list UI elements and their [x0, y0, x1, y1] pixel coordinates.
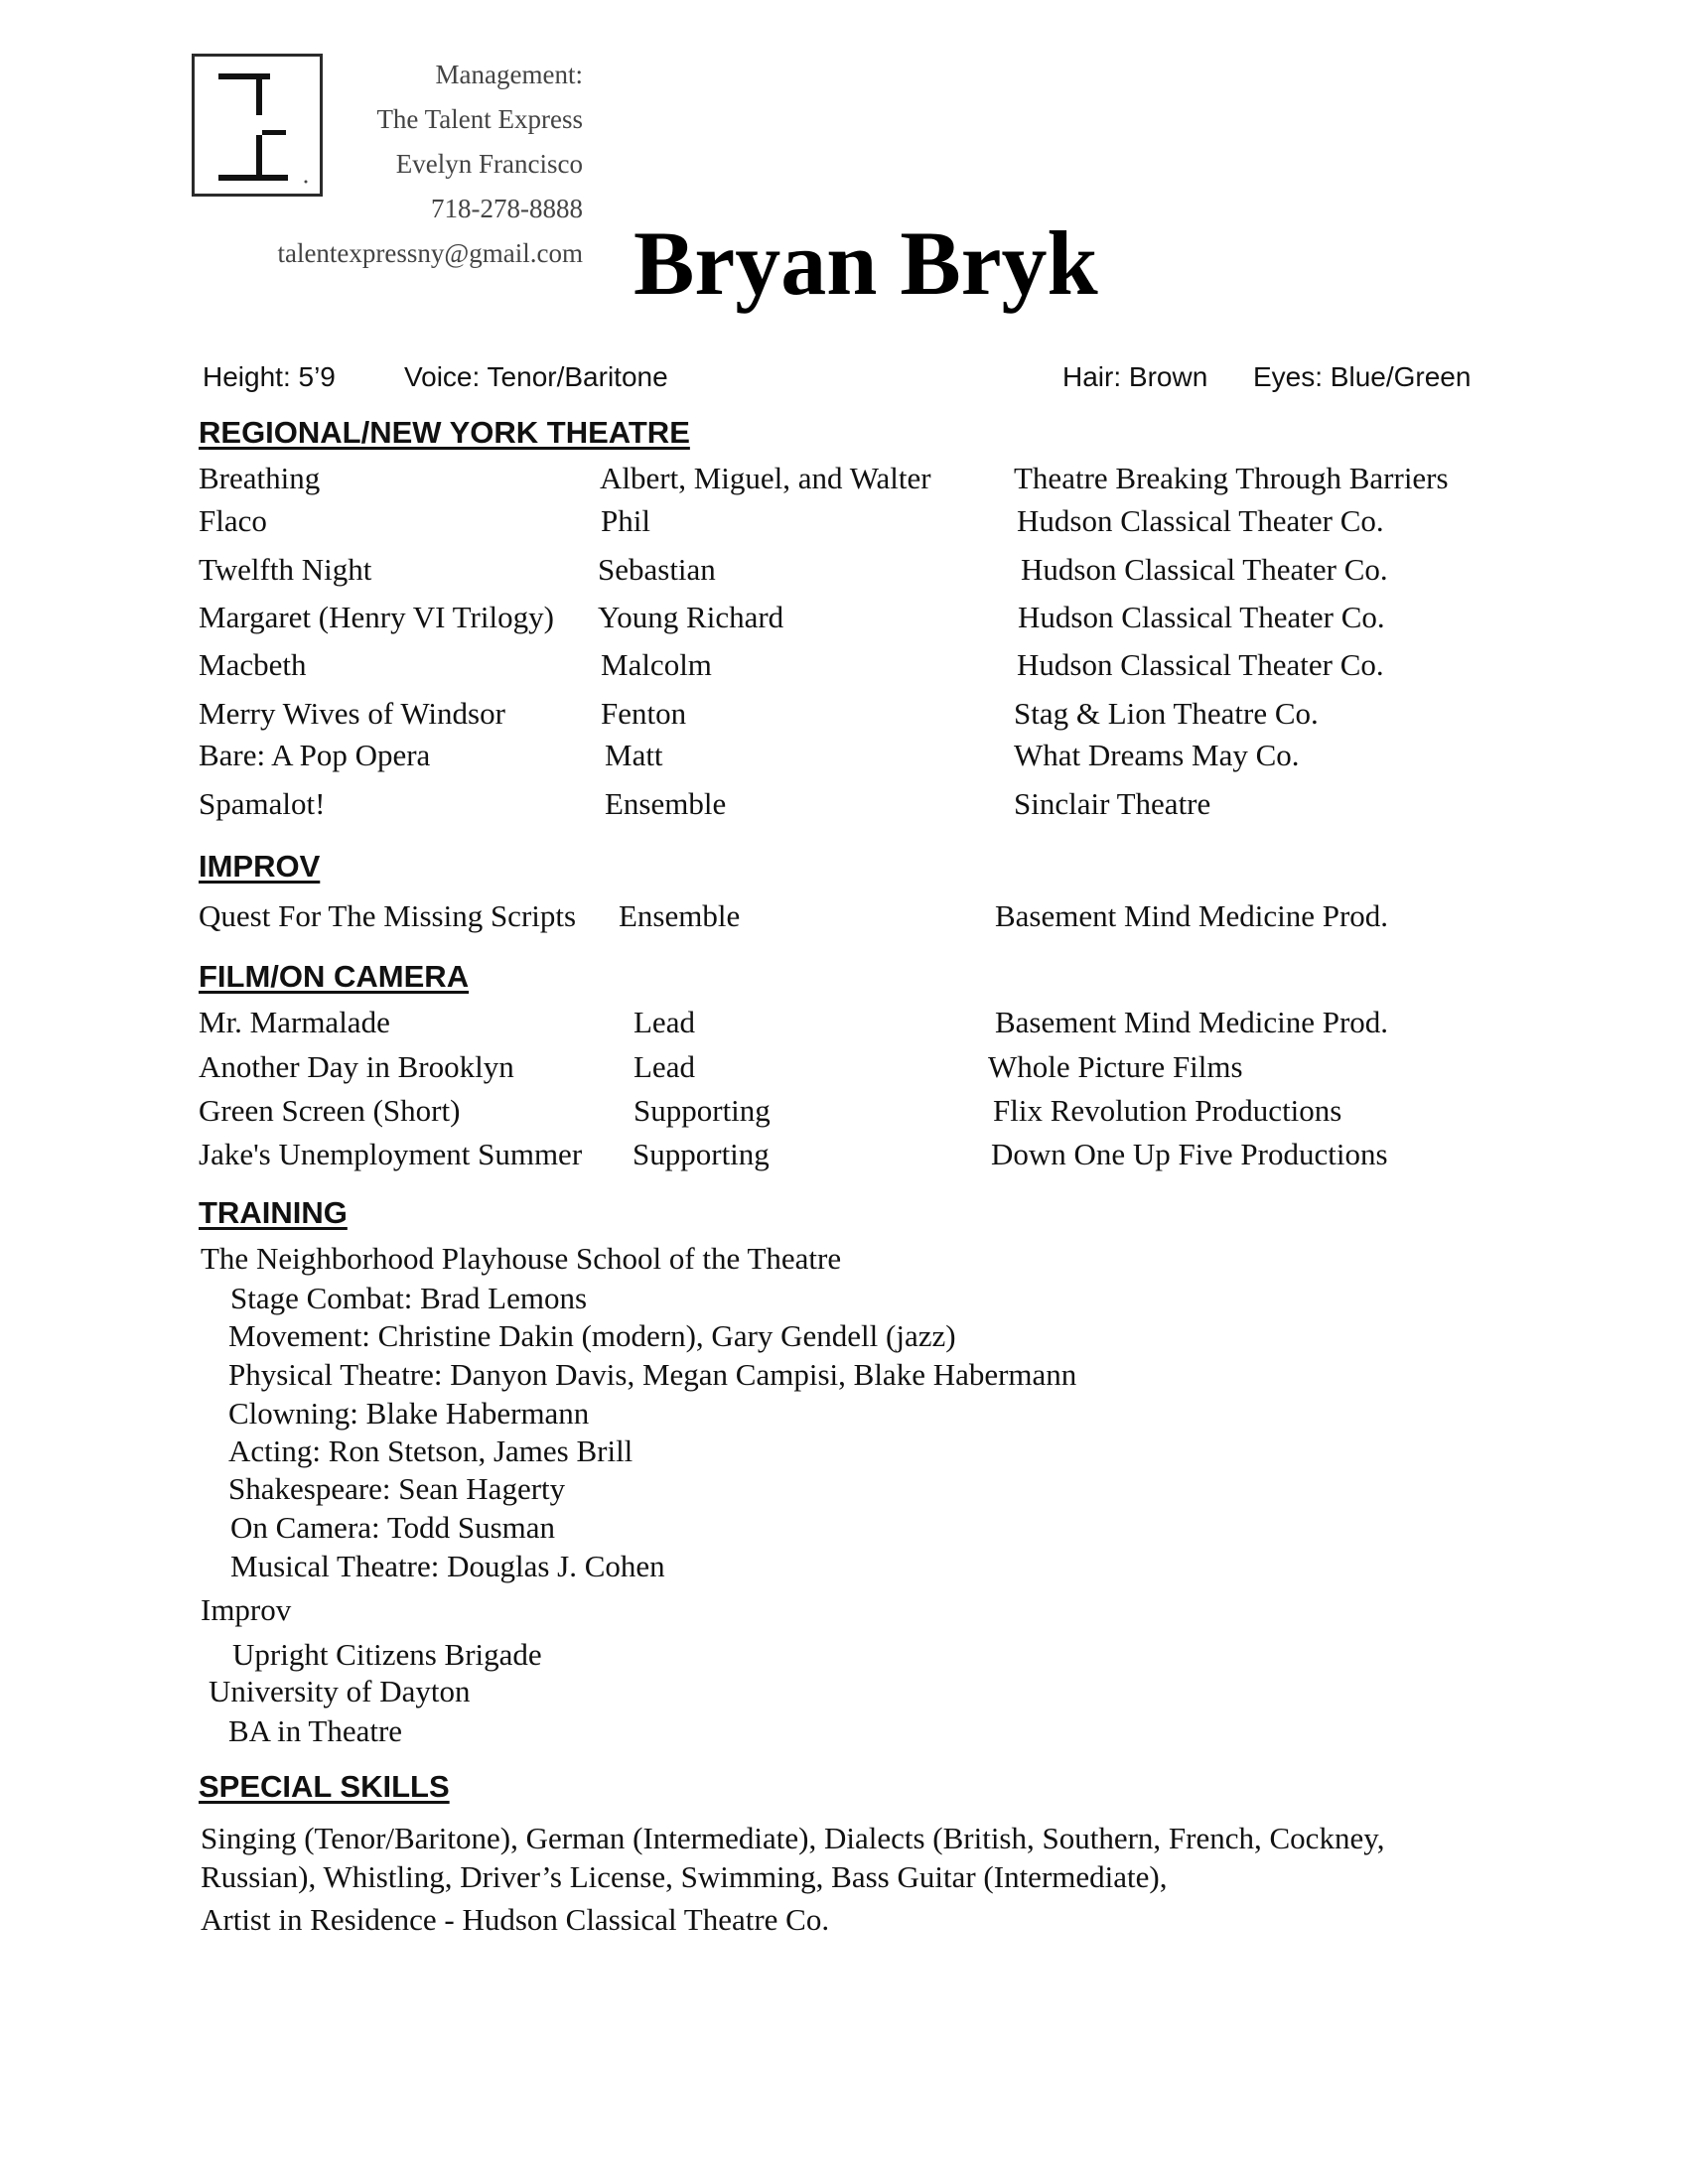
credit-role: Matt — [605, 738, 663, 772]
credit-title: Bare: A Pop Opera — [199, 738, 431, 772]
credit-role: Albert, Miguel, and Walter — [600, 461, 931, 495]
stat-hair: Hair: Brown — [1062, 361, 1208, 392]
credit-role: Phil — [601, 503, 650, 538]
skills-line: Russian), Whistling, Driver’s License, Swimming, Bass Guitar (Intermediate), — [201, 1859, 1168, 1894]
credit-company: Basement Mind Medicine Prod. — [995, 1005, 1389, 1039]
training-line: Movement: Christine Dakin (modern), Gary Gendell (jazz) — [228, 1318, 956, 1353]
table-row — [0, 552, 1688, 592]
credit-title: Jake's Unemployment Summer — [199, 1137, 583, 1171]
stat-eyes: Eyes: Blue/Green — [1253, 361, 1472, 392]
agency-phone: 718-278-8888 — [431, 194, 583, 223]
training-school: Improv — [201, 1592, 292, 1627]
credit-role: Ensemble — [605, 786, 727, 821]
credit-title: Spamalot! — [199, 786, 326, 821]
training-line: Shakespeare: Sean Hagerty — [228, 1471, 566, 1506]
credit-title: Mr. Marmalade — [199, 1005, 390, 1039]
agency-name: The Talent Express — [376, 104, 583, 134]
training-line: Acting: Ron Stetson, James Brill — [228, 1433, 633, 1468]
credit-title: Breathing — [199, 461, 321, 495]
credit-company: Down One Up Five Productions — [991, 1137, 1388, 1171]
credit-title: Quest For The Missing Scripts — [199, 898, 577, 933]
agency-email: talentexpressny@gmail.com — [277, 238, 583, 268]
credit-title: Another Day in Brooklyn — [199, 1049, 514, 1084]
training-line: Stage Combat: Brad Lemons — [230, 1281, 588, 1315]
table-row — [0, 461, 1688, 500]
credit-role: Supporting — [633, 1137, 770, 1171]
section-heading-theatre: REGIONAL/NEW YORK THEATRE — [199, 415, 690, 450]
credit-role: Ensemble — [619, 898, 741, 933]
credit-role: Supporting — [633, 1093, 771, 1128]
section-heading-training: TRAINING — [199, 1195, 348, 1230]
table-row — [0, 647, 1688, 687]
credit-company: Sinclair Theatre — [1014, 786, 1211, 821]
credit-company: Hudson Classical Theater Co. — [1018, 600, 1385, 634]
credit-company: What Dreams May Co. — [1014, 738, 1300, 772]
agency-logo — [192, 54, 323, 197]
credit-role: Sebastian — [598, 552, 716, 587]
section-heading-skills: SPECIAL SKILLS — [199, 1769, 450, 1804]
training-line: BA in Theatre — [228, 1713, 403, 1748]
section-heading-improv: IMPROV — [199, 849, 321, 884]
credit-role: Malcolm — [601, 647, 712, 682]
credit-company: Flix Revolution Productions — [993, 1093, 1342, 1128]
table-row — [0, 600, 1688, 639]
table-row — [0, 1049, 1688, 1089]
table-row — [0, 898, 1688, 938]
credit-company: Hudson Classical Theater Co. — [1017, 647, 1384, 682]
credit-role: Young Richard — [598, 600, 784, 634]
table-row — [0, 1093, 1688, 1133]
credit-company: Hudson Classical Theater Co. — [1017, 503, 1384, 538]
training-line: Upright Citizens Brigade — [232, 1637, 542, 1672]
credit-company: Basement Mind Medicine Prod. — [995, 898, 1389, 933]
credit-company: Hudson Classical Theater Co. — [1021, 552, 1388, 587]
skills-line: Singing (Tenor/Baritone), German (Intermediate), Dialects (British, Southern, French, Cockney, — [201, 1821, 1385, 1855]
credit-title: Flaco — [199, 503, 267, 538]
credit-title: Green Screen (Short) — [199, 1093, 461, 1128]
management-label: Management: — [435, 60, 583, 89]
agency-logo-mark — [195, 57, 326, 200]
training-line: Clowning: Blake Habermann — [228, 1396, 590, 1431]
table-row — [0, 1005, 1688, 1044]
actor-name: Bryan Bryk — [633, 212, 1098, 314]
table-row — [0, 738, 1688, 777]
section-heading-film: FILM/ON CAMERA — [199, 959, 470, 994]
credit-role: Lead — [633, 1049, 695, 1084]
table-row — [0, 786, 1688, 826]
credit-title: Macbeth — [199, 647, 307, 682]
training-line: Physical Theatre: Danyon Davis, Megan Campisi, Blake Habermann — [228, 1357, 1077, 1392]
credit-company: Whole Picture Films — [988, 1049, 1243, 1084]
credit-company: Stag & Lion Theatre Co. — [1014, 696, 1319, 731]
credit-company: Theatre Breaking Through Barriers — [1014, 461, 1449, 495]
training-line: Musical Theatre: Douglas J. Cohen — [230, 1549, 665, 1583]
credit-title: Merry Wives of Windsor — [199, 696, 505, 731]
table-row — [0, 696, 1688, 736]
training-school: The Neighborhood Playhouse School of the Theatre — [201, 1241, 842, 1276]
training-line: On Camera: Todd Susman — [230, 1510, 556, 1545]
agent-name: Evelyn Francisco — [395, 149, 583, 179]
stat-voice: Voice: Tenor/Baritone — [404, 361, 668, 392]
skills-line: Artist in Residence - Hudson Classical Theatre Co. — [201, 1902, 830, 1937]
stat-height: Height: 5’9 — [203, 361, 336, 392]
credit-title: Twelfth Night — [199, 552, 372, 587]
credit-role: Lead — [633, 1005, 695, 1039]
training-school: University of Dayton — [209, 1674, 471, 1708]
table-row — [0, 1137, 1688, 1176]
table-row — [0, 503, 1688, 543]
credit-title: Margaret (Henry VI Trilogy) — [199, 600, 554, 634]
credit-role: Fenton — [601, 696, 687, 731]
